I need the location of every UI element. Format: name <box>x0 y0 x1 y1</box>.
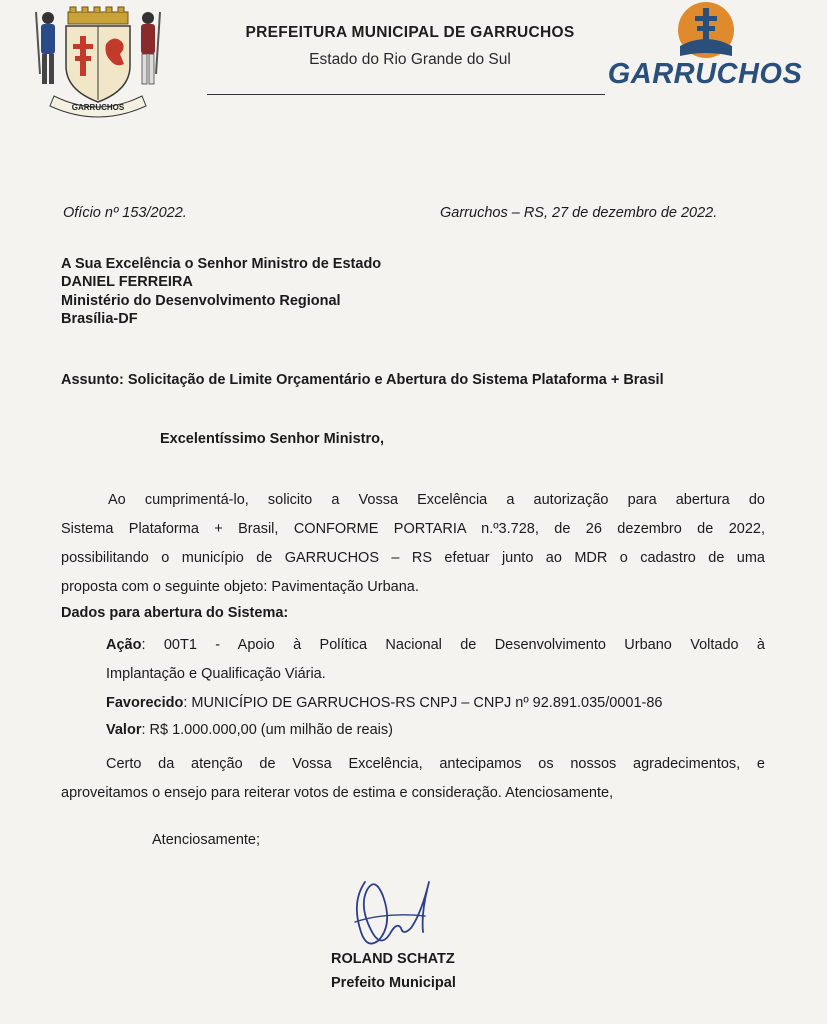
data-heading: Dados para abertura do Sistema: <box>61 605 289 621</box>
right-supporter-figure <box>141 12 160 84</box>
municipal-crest <box>30 4 166 120</box>
favorecido <box>106 695 662 711</box>
recipient-line: Ministério do Desenvolvimento Regional <box>61 293 341 309</box>
recipient-line: A Sua Excelência o Senhor Ministro de Estado <box>61 256 382 272</box>
acao-block <box>106 631 765 689</box>
valor-value: : R$ 1.000.000,00 (um milhão de reais) <box>141 722 393 738</box>
recipient-line: Brasília-DF <box>61 311 138 327</box>
closing-line: aproveitamos o ensejo para reiterar votos de estima e consideração. Atenciosamente, <box>61 785 614 801</box>
body-line: Ao cumprimentá-lo, solicito a Vossa Excelência a autorização para abertura do <box>108 492 765 508</box>
letterhead-subtitle: Estado do Rio Grande do Sul <box>309 51 511 68</box>
valor <box>106 722 393 738</box>
crest-ribbon-text: GARRUCHOS <box>71 103 125 112</box>
body-line: proposta com o seguinte objeto: Pavimentação Urbana. <box>61 579 419 595</box>
letterhead-title: PREFEITURA MUNICIPAL DE GARRUCHOS <box>245 24 575 41</box>
body-paragraph <box>61 486 765 515</box>
valor-label: Valor <box>106 722 142 738</box>
letterhead <box>200 24 620 69</box>
signer-role: Prefeito Municipal <box>331 975 456 991</box>
subject-text: Solicitação de Limite Orçamentário e Abertura do Sistema Plataforma + Brasil <box>127 372 664 388</box>
letterhead-rule <box>207 94 605 95</box>
acao-label: Ação <box>106 637 142 653</box>
subject-label: Assunto: <box>61 372 124 388</box>
left-supporter-figure <box>36 12 55 84</box>
closing-line: Certo da atenção de Vossa Excelência, antecipamos os nossos agradecimentos, e <box>106 756 765 772</box>
closing-paragraph <box>61 750 765 779</box>
acao-text-cont: Implantação e Qualificação Viária. <box>106 666 326 682</box>
favorecido-value: : MUNICÍPIO DE GARRUCHOS-RS CNPJ – CNPJ nº 92.891.035/0001-86 <box>183 695 663 711</box>
sign-off: Atenciosamente; <box>152 832 261 848</box>
place-date: Garruchos – RS, 27 de dezembro de 2022. <box>440 205 718 221</box>
body-line: Sistema Plataforma + Brasil, CONFORME PORTARIA n.º3.728, de 26 dezembro de 2022, <box>61 521 765 537</box>
favorecido-label: Favorecido <box>106 695 184 711</box>
letter-number: Ofício nº 153/2022. <box>63 205 187 221</box>
subject <box>61 372 664 388</box>
body-line: possibilitando o município de GARRUCHOS – RS efetuar junto ao MDR o cadastro de uma <box>61 550 765 566</box>
closing-paragraph-cont <box>61 779 765 808</box>
body-paragraph-cont <box>61 515 765 602</box>
salutation: Excelentíssimo Senhor Ministro, <box>160 431 384 447</box>
signer-name: ROLAND SCHATZ <box>331 951 455 967</box>
logo-wordmark: GARRUCHOS <box>607 58 803 90</box>
recipient-line: DANIEL FERREIRA <box>61 274 193 290</box>
acao-text: : 00T1 - Apoio à Política Nacional de Desenvolvimento Urbano Voltado à <box>141 637 765 653</box>
